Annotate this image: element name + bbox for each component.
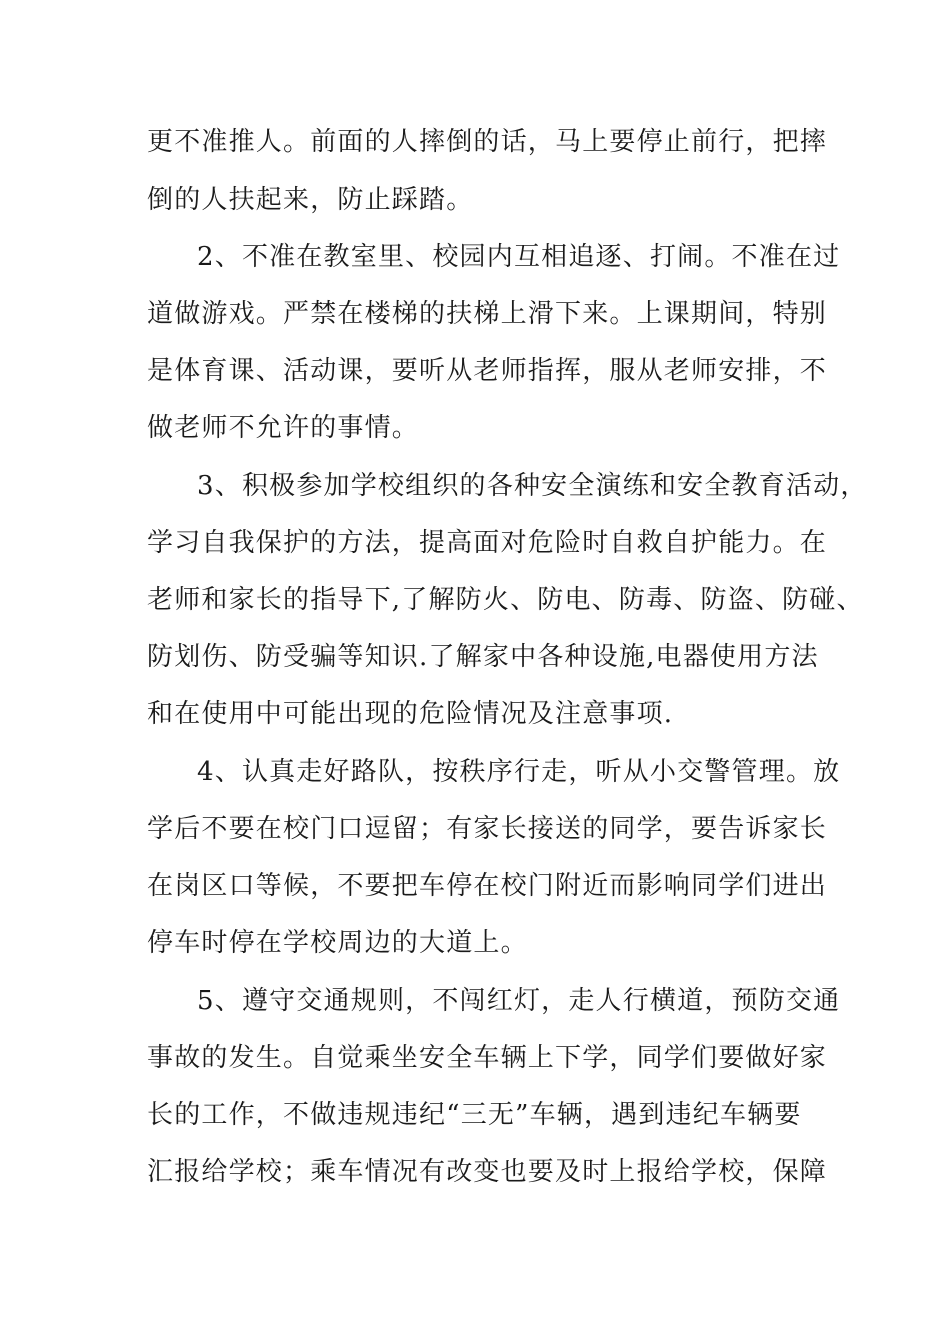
text-line: 和在使用中可能出现的危险情况及注意事项. bbox=[147, 699, 674, 729]
text-line: 停车时停在学校周边的大道上。 bbox=[147, 928, 528, 958]
text-line: 长的工作，不做违规违纪“三无”车辆，遇到违纪车辆要 bbox=[147, 1100, 802, 1130]
text-line: 汇报给学校；乘车情况有改变也要及时上报给学校，保障 bbox=[147, 1157, 828, 1187]
text-line: 倒的人扶起来，防止踩踏。 bbox=[147, 185, 474, 215]
text-line: 学习自我保护的方法，提高面对危险时自救自护能力。在 bbox=[147, 528, 828, 558]
text-line: 道做游戏。严禁在楼梯的扶梯上滑下来。上课期间，特别 bbox=[147, 299, 828, 329]
text-line: 2、不准在教室里、校园内互相追逐、打闹。不准在过 bbox=[197, 242, 841, 272]
text-line: 防划伤、防受骗等知识.了解家中各种设施,电器使用方法 bbox=[147, 642, 819, 672]
text-line: 更不准推人。前面的人摔倒的话，马上要停止前行，把摔 bbox=[147, 127, 828, 157]
text-line: 是体育课、活动课，要听从老师指挥，服从老师安排，不 bbox=[147, 356, 828, 386]
text-line: 做老师不允许的事情。 bbox=[147, 413, 420, 443]
text-line: 5、遵守交通规则，不闯红灯，走人行横道，预防交通 bbox=[197, 986, 841, 1016]
text-line: 4、认真走好路队，按秩序行走，听从小交警管理。放 bbox=[197, 757, 841, 787]
text-line: 老师和家长的指导下,了解防火、防电、防毒、防盗、防碰、 bbox=[147, 585, 864, 615]
text-line: 事故的发生。自觉乘坐安全车辆上下学，同学们要做好家 bbox=[147, 1043, 828, 1073]
text-line: 在岗区口等候，不要把车停在校门附近而影响同学们进出 bbox=[147, 871, 828, 901]
text-line: 学后不要在校门口逗留；有家长接送的同学，要告诉家长 bbox=[147, 814, 828, 844]
text-line: 3、积极参加学校组织的各种安全演练和安全教育活动， bbox=[197, 471, 868, 501]
